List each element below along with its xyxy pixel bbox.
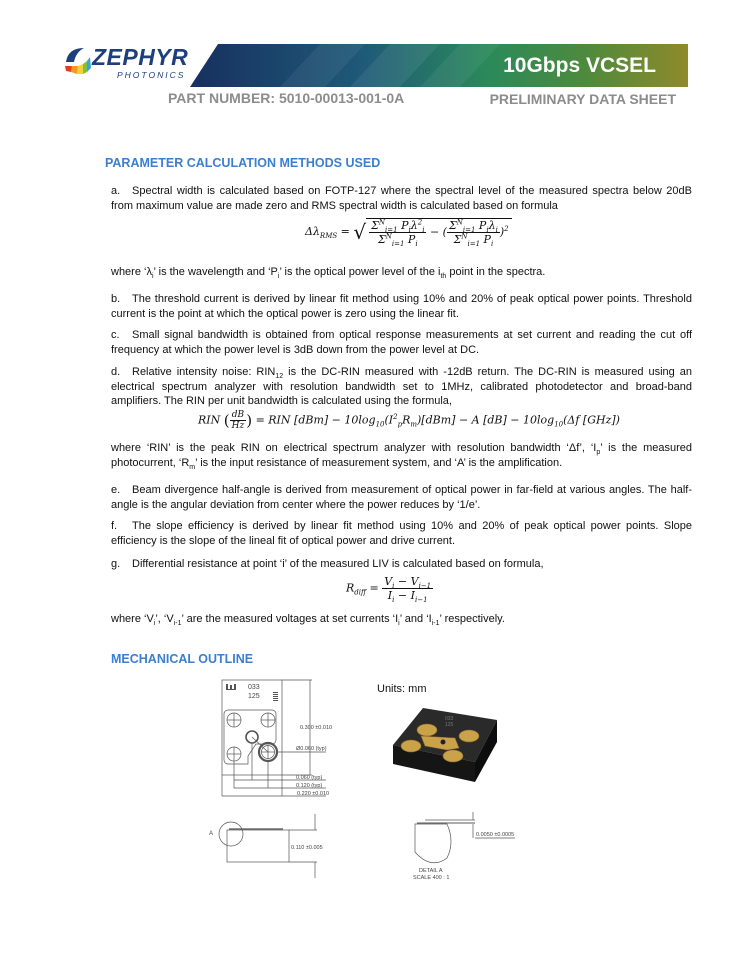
item-text: Differential resistance at point ‘i’ of the measured LIV is calculated based on formula, (132, 558, 544, 570)
subscript: i (153, 620, 156, 628)
subscript: i-1 (431, 620, 440, 628)
item-c-small-signal-bandwidth (111, 328, 692, 357)
item-a-spectral-width (111, 184, 692, 213)
formula-lhs-sub: RMS (319, 232, 338, 241)
svg-text:033: 033 (445, 716, 454, 722)
dim-width: 0.220 ±0.010 (297, 791, 330, 797)
item-text: Beam divergence half-angle is derived from measurement of optical power in far-field at various angles. The half-angle is the angular deviation from center where the power reduces by ‘1/e’. (111, 484, 692, 511)
subscript: m (189, 463, 196, 471)
logo-glyph-icon (226, 684, 236, 690)
where-text: ’ and ‘I (399, 613, 432, 625)
subscript: i (151, 273, 154, 281)
item-b-threshold-current (111, 292, 692, 321)
logo-swirl-icon (65, 48, 91, 74)
item-text: The threshold current is derived by linear fit method using 10% and 20% of peak optical power points. Threshold current is the point at which the optical power is zero using the linear fit. (111, 293, 692, 320)
detail-circle (219, 822, 243, 846)
where-text: ’ is the measured photocurrent, ‘R (111, 442, 692, 469)
item-d-where-clause (111, 441, 692, 470)
document-type: PRELIMINARY DATA SHEET (489, 91, 676, 107)
item-e-beam-divergence (111, 483, 692, 512)
detail-view-drawing (395, 812, 535, 887)
package-3d-render (385, 700, 505, 785)
detail-title: DETAIL A (419, 868, 443, 874)
dim-pitch-2: 0.120 (typ) (296, 783, 323, 789)
logo-wordmark: ZEPHYR (92, 44, 189, 70)
where-text: point in the spectra. (446, 266, 546, 278)
item-a-where-clause (111, 265, 692, 280)
where-text: ’ is the optical power level of the i (279, 266, 441, 278)
top-view-drawing (200, 672, 360, 807)
item-label: e. (111, 484, 121, 496)
subscript: i (398, 620, 400, 628)
where-text: ’ is the wavelength and ‘P (153, 266, 278, 278)
logo-subtitle: PHOTONICS (117, 70, 186, 80)
detail-scale: SCALE 400 : 1 (413, 875, 450, 881)
where-text: where ‘RIN’ is the peak RIN on electrical spectrum analyzer with resolution bandwidth ‘Δf’, ‘I (111, 442, 597, 454)
formula-rhs: R (402, 413, 411, 427)
formula-lhs: Δλ (305, 225, 320, 238)
subscript: th (440, 273, 447, 281)
units-label: Units: mm (377, 683, 427, 695)
where-text: ’ is the input resistance of measurement system, and ‘A’ is the amplification. (195, 456, 563, 469)
item-label: b. (111, 293, 121, 305)
item-text: Spectral width is calculated based on FOTP-127 where the spectral level of the measured spectra below 20dB from maximum value are made zero and RMS spectral width is calculated based on formula (111, 185, 692, 212)
where-text: where ‘λ (111, 266, 152, 278)
detail-callout: A (209, 831, 214, 837)
item-label: a. (111, 185, 121, 197)
item-text: Relative intensity noise: RIN (132, 366, 276, 378)
subscript: i (277, 273, 280, 281)
subscript: 12 (275, 373, 284, 381)
dim-height: 0.300 ±0.010 (300, 725, 333, 731)
barcode-glyph-icon (273, 692, 278, 701)
dim-thickness: 0.110 ±0.005 (291, 845, 323, 851)
dim-pitch-1: 0.060 (typ) (296, 775, 323, 781)
part-number: PART NUMBER: 5010-00013-001-0A (168, 90, 405, 106)
subscript: p (596, 449, 601, 457)
side-view-drawing (195, 812, 335, 887)
formula-rdiff: $R_{diff}$ = $\frac{V_i - V_{i-1}}{I_i - I_{i-1}}$ (346, 575, 432, 605)
formula-rin: RIN ( $\frac{dB}{Hz}$ ) = RIN $[dBm] - 10\log_{10}(I^2_pR_m)[dBm] - A$ $[dB] - 10\log_{10}(\Delta f$ [GHz]) (198, 410, 620, 431)
item-text: The slope efficiency is derived by linear fit method using 10% and 20% of peak optical power points. Slope efficiency is the slope of the lineal fit of optical power and drive current. (111, 520, 692, 547)
subscript: i-1 (173, 620, 182, 628)
item-g-where-clause (111, 612, 692, 627)
item-label: g. (111, 558, 121, 570)
marking-1: 033 (248, 684, 260, 691)
item-g-differential-resistance (111, 557, 692, 572)
item-text: is the DC-RIN measured with -12dB return. The DC-RIN is measured using an electrical spectrum analyzer with resolution bandwidth set to 1MHz, calibrated photodetector and broad-band amplifiers. The RIN per unit bandwidth is calculated using the formula, (111, 366, 692, 407)
item-label: c. (111, 329, 120, 341)
where-text: where ‘V (111, 613, 154, 625)
product-title: 10Gbps VCSEL (503, 54, 656, 77)
dim-metal-thickness: 0.0050 ±0.0005 (476, 832, 515, 838)
marking-2: 125 (248, 693, 260, 700)
item-d-relative-intensity-noise (111, 365, 692, 409)
svg-text:125: 125 (445, 722, 454, 728)
formula-rhs: = RIN [dBm] − 10log (255, 413, 376, 427)
formula-rms-spectral-width: $\Delta\lambda_{RMS}$ = √ $\frac{\Sigma^N_{i=1} P_i\lambda^2_i}{\Sigma^N_{i=1} P_i}$ − ( $\frac{\Sigma^N_{i=1} P_i\lambda_i}{\Sigma^N_{i=1} P_i}$ )$^2$ (305, 218, 512, 246)
item-label: f. (111, 520, 118, 532)
where-text: ’, ‘V (155, 613, 174, 625)
formula-rhs: (Δf [GHz]) (563, 413, 620, 427)
dim-pad-diameter: Ø0.060 (typ) (296, 746, 327, 752)
where-text: ’ respectively. (439, 613, 505, 625)
section-heading-mechanical-outline: MECHANICAL OUTLINE (111, 652, 254, 666)
item-f-slope-efficiency (111, 519, 692, 548)
item-text: Small signal bandwidth is obtained from optical response measurements at set current and reading the cut off frequency at which the power level is 3dB down from the power level at DC. (111, 329, 692, 356)
where-text: ’ are the measured voltages at set currents ‘I (181, 613, 399, 625)
formula-rhs: )[dBm] − A [dB] − 10log (417, 413, 555, 427)
section-heading-parameter-methods: PARAMETER CALCULATION METHODS USED (105, 156, 381, 170)
formula-rhs: (I (384, 413, 394, 427)
item-label: d. (111, 366, 121, 378)
